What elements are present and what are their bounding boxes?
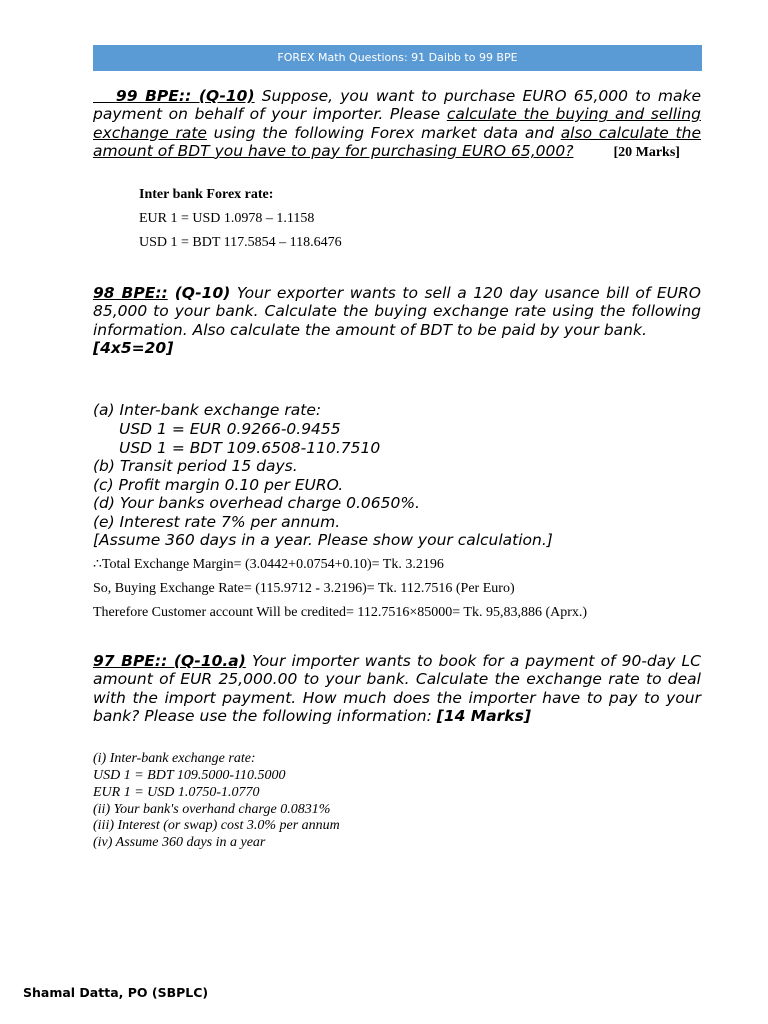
question-99-underlined-1: calculate the buying and selling exchange rate: [93, 105, 701, 142]
question-98-item: USD 1 = BDT 109.6508-110.7510: [119, 439, 381, 457]
question-99-rate-1: EUR 1 = USD 1.0978 – 1.1158: [139, 211, 315, 226]
question-98-item: (e) Interest rate 7% per annum.: [93, 513, 341, 531]
question-98-answer-line: So, Buying Exchange Rate= (115.9712 - 3.2196)= Tk. 112.7516 (Per Euro): [93, 581, 515, 596]
footer-author: Shamal Datta, PO (SBPLC): [23, 985, 209, 1000]
question-98-item: (c) Profit margin 0.10 per EURO.: [93, 476, 344, 494]
question-98-number: (Q-10): [167, 284, 231, 302]
question-98-item: USD 1 = EUR 0.9266-0.9455: [119, 420, 341, 438]
question-98-item: (a) Inter-bank exchange rate:: [93, 401, 322, 419]
question-97-marks: [14 Marks]: [436, 706, 531, 725]
question-99-rate-2: USD 1 = BDT 117.5854 – 118.6476: [139, 235, 342, 250]
question-99-data-title: Inter bank Forex rate:: [139, 187, 274, 202]
question-97-item: (ii) Your bank's overhand charge 0.0831%: [93, 802, 331, 817]
question-99-text-2: using the following Forex market data and: [206, 123, 561, 142]
question-97-item: (iii) Interest (or swap) cost 3.0% per annum: [93, 818, 340, 833]
document-header: FOREX Math Questions: 91 Daibb to 99 BPE: [93, 45, 702, 71]
question-97: [93, 652, 701, 725]
question-97-item: (iv) Assume 360 days in a year: [93, 835, 266, 850]
question-97-text: Your importer wants to book for a payment of 90-day LC amount of EUR 25,000.00 to your bank. Calculate the exchange rate to deal with the import payment. How much does the importer have to pay to your bank? Please use the following information:: [93, 652, 701, 725]
question-98-item: [Assume 360 days in a year. Please show your calculation.]: [93, 531, 553, 549]
question-97-item: USD 1 = BDT 109.5000-110.5000: [93, 768, 286, 783]
question-99-label: 99 BPE:: (Q-10): [115, 87, 255, 105]
question-99-underlined-2: also calculate the amount of BDT you have to pay for purchasing EURO 65,000?: [93, 123, 701, 160]
question-98: [93, 284, 701, 357]
question-97-label: 97 BPE:: (Q-10.a): [93, 652, 246, 670]
question-98-label: 98 BPE::: [93, 284, 168, 302]
question-98-item: (b) Transit period 15 days.: [93, 457, 298, 475]
question-98-answer-line: ∴Total Exchange Margin= (3.0442+0.0754+0.10)= Tk. 3.2196: [93, 557, 444, 572]
question-97-item: (i) Inter-bank exchange rate:: [93, 751, 256, 766]
question-98-item: (d) Your banks overhead charge 0.0650%.: [93, 494, 420, 512]
question-99-marks: [20 Marks]: [613, 144, 680, 160]
question-98-marks: [4x5=20]: [93, 338, 174, 357]
question-99-text: Suppose, you want to purchase EURO 65,000 to make payment on behalf of your importer. Please: [93, 87, 701, 124]
question-98-answer-line: Therefore Customer account Will be credited= 112.7516×85000= Tk. 95,83,886 (Aprx.): [93, 605, 588, 620]
question-98-text: Your exporter wants to sell a 120 day usance bill of EURO 85,000 to your bank. Calculate the buying exchange rate using the following information. Also calculate the amount of BDT to be paid by your bank.: [93, 284, 701, 339]
question-97-item: EUR 1 = USD 1.0750-1.0770: [93, 785, 260, 800]
question-99: [93, 87, 701, 162]
